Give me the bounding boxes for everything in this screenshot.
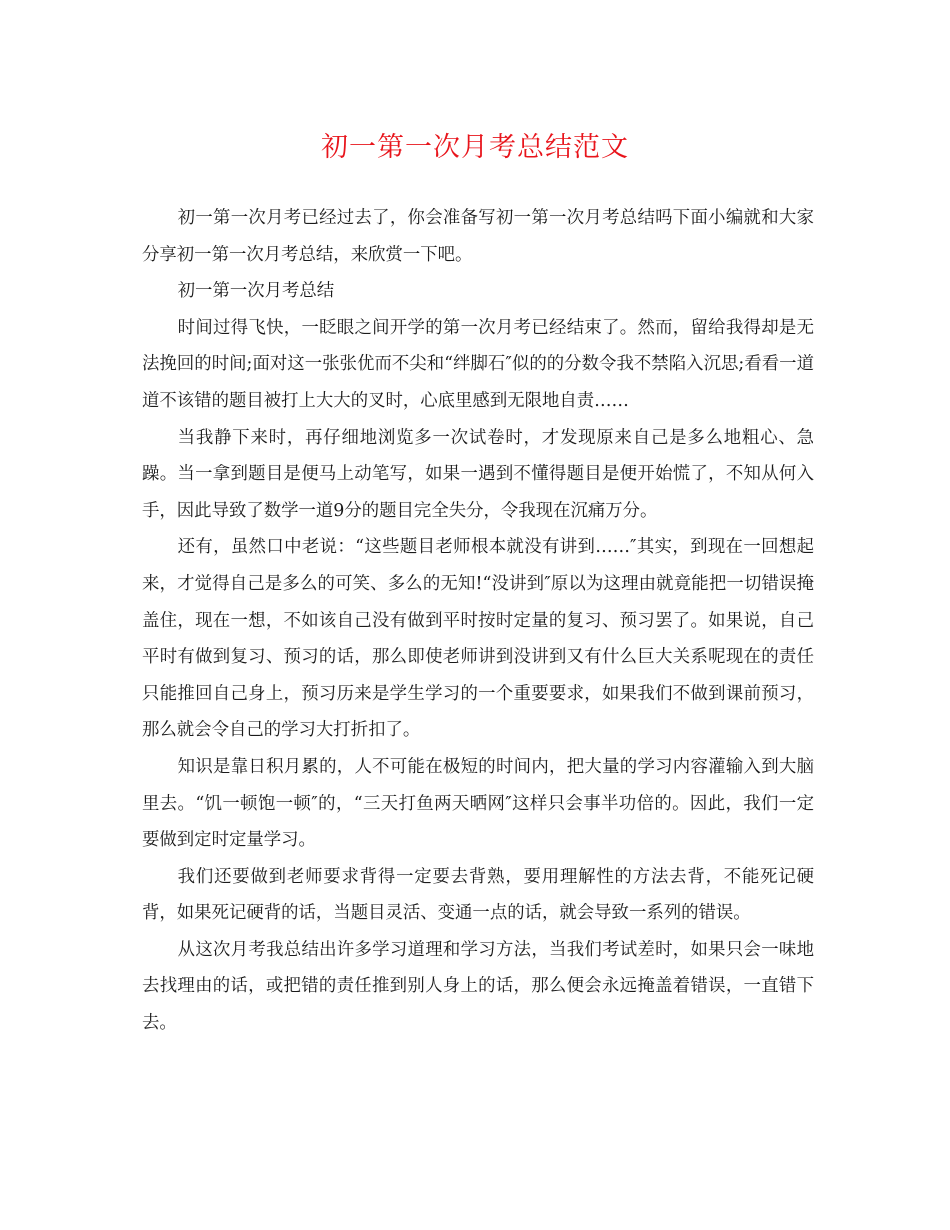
page-title: 初一第一次月考总结范文 [321,132,629,163]
body-paragraph: 知识是靠日积月累的，人不可能在极短的时间内，把大量的学习内容灌输入到大脑里去。“饥一顿饱一顿″的，“三天打鱼两天晒网″这样只会事半功倍的。因此，我们一定要做到定时定量学习。 [142,756,814,851]
body-paragraph: 当我静下来时，再仔细地浏览多一次试卷时，才发现原来自己是多么地粗心、急躁。当一拿到题目是便马上动笔写，如果一遇到不懂得题目是便开始慌了，不知从何入手，因此导致了数学一道9分的题目完全失分，令我现在沉痛万分。 [142,427,814,521]
intro-paragraph: 初一第一次月考已经过去了，你会准备写初一第一次月考总结吗下面小编就和大家分享初一第一次月考总结，来欣赏一下吧。 [142,208,814,265]
body-paragraph: 从这次月考我总结出许多学习道理和学习方法，当我们考试差时，如果只会一味地去找理由的话，或把错的责任推到别人身上的话，那么便会永远掩盖着错误，一直错下去。 [142,939,814,1034]
body-paragraph: 我们还要做到老师要求背得一定要去背熟，要用理解性的方法去背，不能死记硬背，如果死记硬背的话，当题目灵活、变通一点的话，就会导致一系列的错误。 [142,866,814,924]
body-paragraph: 时间过得飞快，一眨眼之间开学的第一次月考已经结束了。然而，留给我得却是无法挽回的时间;面对这一张张优而不尖和“绊脚石″似的的分数令我不禁陷入沉思;看看一道道不该错的题目被打上大大的叉时，心底里感到无限地自责…… [142,317,814,411]
body-paragraph: 还有，虽然口中老说：“这些题目老师根本就没有讲到……″其实，到现在一回想起来，才觉得自己是多么的可笑、多么的无知!“没讲到″原以为这理由就竟能把一切错误掩盖住，现在一想，不如该自己没有做到平时按时定量的复习、预习罢了。如果说，自己平时有做到复习、预习的话，那么即使老师讲到没讲到又有什么巨大关系呢现在的责任只能推回自己身上，预习历来是学生学习的一个重要要求，如果我们不做到课前预习，那么就会令自己的学习大打折扣了。 [142,537,814,741]
section-heading: 初一第一次月考总结 [177,281,335,302]
document-body [142,200,814,1042]
